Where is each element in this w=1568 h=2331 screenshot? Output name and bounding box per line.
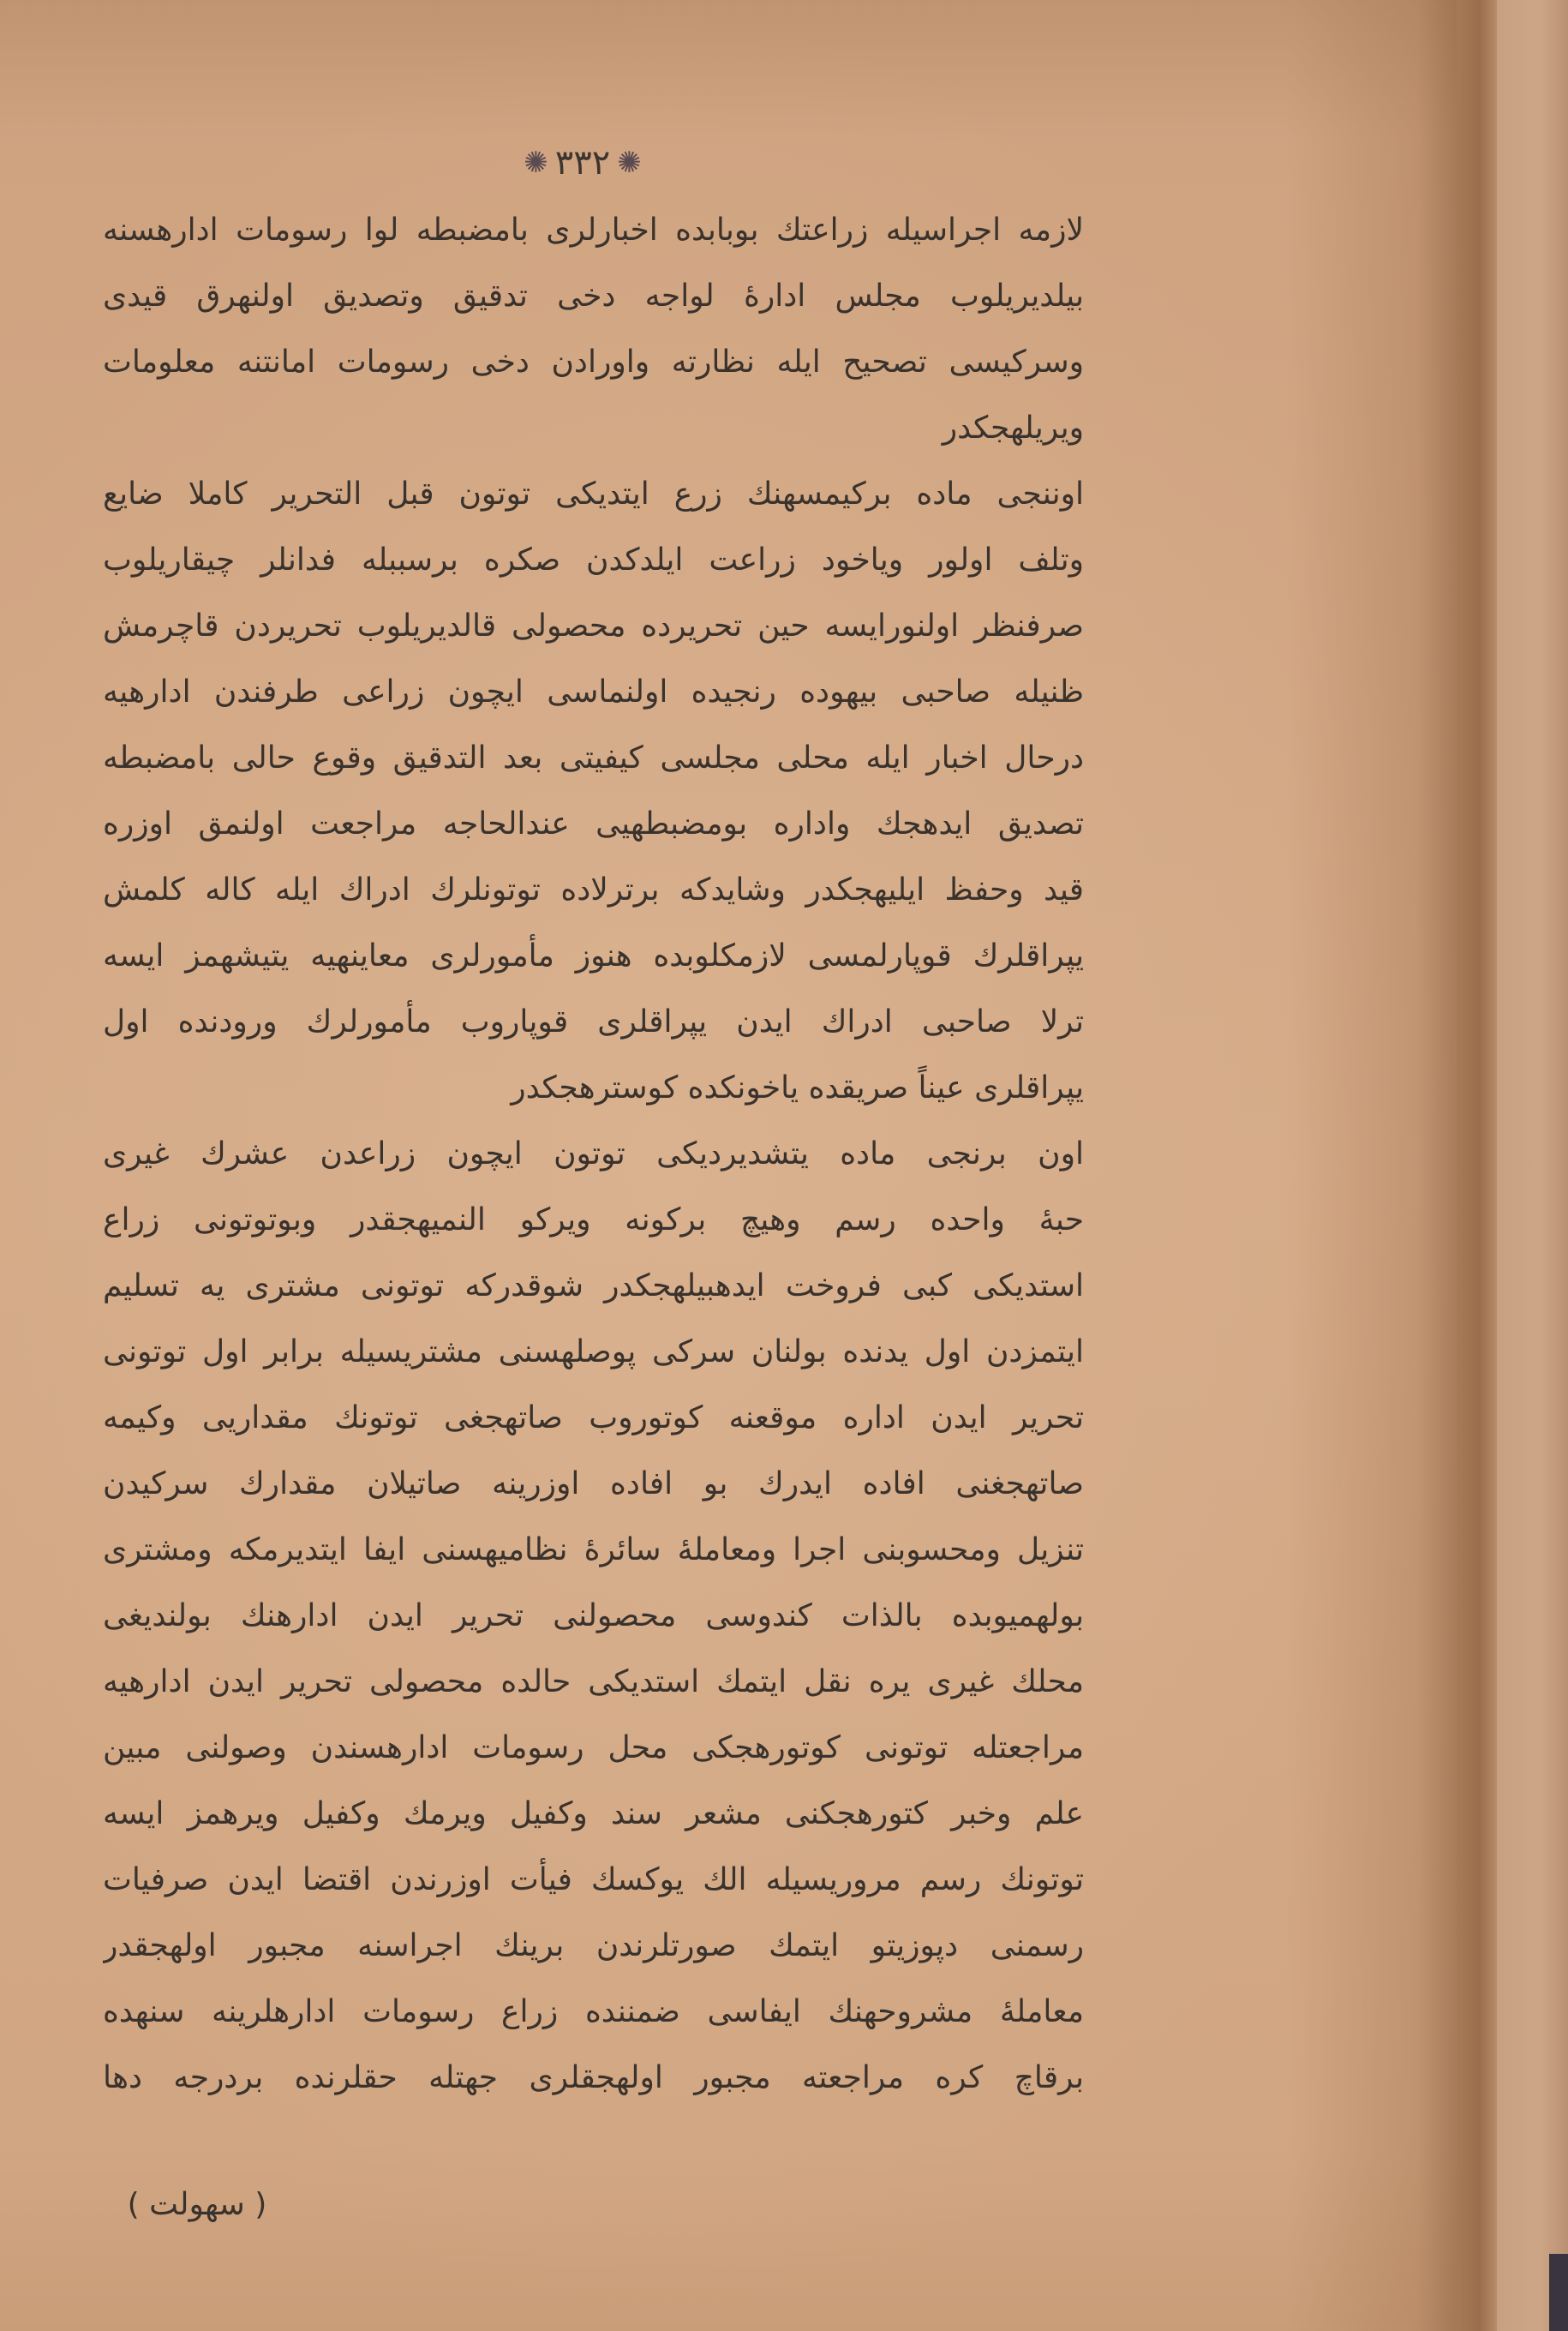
text-line: تحریر ایدن اداره موقعنه کوتوروب صاتهجغی توتونك مقداریی وکیمه bbox=[103, 1400, 1084, 1435]
book-gutter bbox=[1457, 0, 1498, 2331]
facing-page-edge bbox=[1495, 0, 1568, 2331]
article-11-first-line: اون برنجی ماده یتشدیردیکی توتون ایچون زراعدن عشرك غیری bbox=[103, 1136, 1084, 1171]
text-line: قید وحفظ ایلیهجکدر وشایدکه برترلاده توتونلرك ادراك ایله کاله کلمش bbox=[103, 872, 1084, 908]
text-line: درحال اخبار ایله محلی مجلسی کیفیتی بعد التدقیق وقوع حالی بامضبطه bbox=[103, 740, 1084, 776]
text-line: صاتهجغنی افاده ایدرك بو افاده اوزرینه صاتیلان مقدارك سرکیدن bbox=[103, 1466, 1084, 1501]
text-line: صرفنظر اولنورایسه حین تحریرده محصولی قالدیریلوب تحریردن قاچرمش bbox=[103, 608, 1084, 644]
body-text bbox=[103, 197, 1084, 2111]
page-number: ٣٣٢ bbox=[554, 143, 611, 183]
article-10-first-line: اوننجی ماده برکیمسهنك زرع ایتدیکی توتون قبل التحریر کاملا ضایع bbox=[103, 476, 1084, 512]
page-header bbox=[497, 137, 668, 189]
text-line: برقاچ کره مراجعته مجبور اولهجقلری جهتله حقلرنده بردرجه دها bbox=[103, 2060, 1084, 2095]
text-line: ظنیله صاحبی بیهوده رنجیده اولنماسی ایچون زراعی طرفندن ادارهیه bbox=[103, 674, 1084, 710]
text-line: رسمنی دپوزیتو ایتمك صورتلرندن برینك اجراسنه مجبور اولهجقدر bbox=[103, 1928, 1084, 1963]
text-line: لازمه اجراسیله زراعتك بوبابده اخبارلری بامضبطه لوا رسومات ادارهسنه bbox=[103, 213, 1084, 248]
text-line: بولهمیوبده بالذات کندوسی محصولنی تحریر ایدن ادارهنك بولندیغی bbox=[103, 1598, 1084, 1633]
text-line: یپراقلرك قوپارلمسی لازمکلوبده هنوز مأمورلری معاینهیه یتیشهمز ایسه bbox=[103, 938, 1084, 974]
text-line: تصدیق ایدهجك واداره بومضبطهیی عندالحاجه مراجعت اولنمق اوزره bbox=[103, 806, 1084, 842]
text-line: حبهٔ واحده رسم وهیچ برکونه ویرکو النمیهجقدر وبوتوتونی زراع bbox=[103, 1202, 1084, 1237]
text-line: علم وخبر کتورهجکنی مشعر سند وکفیل ویرمك وکفیل ویرهمز ایسه bbox=[103, 1796, 1084, 1831]
flower-ornament-icon: ✺ bbox=[524, 146, 548, 180]
text-line: توتونك رسم مروریسیله الك یوکسك فیأت اوزرندن اقتضا ایدن صرفیات bbox=[103, 1862, 1084, 1897]
text-line: وسرکیسی تصحیح ایله نظارته واورادن دخی رسومات امانتنه معلومات bbox=[103, 345, 1084, 380]
text-line: وتلف اولور ویاخود زراعت ایلدکدن صکره برسببله فدانلر چیقاریلوب bbox=[103, 542, 1084, 578]
text-line: مراجعتله توتونی کوتورهجکی محل رسومات ادارهسندن وصولنی مبین bbox=[103, 1730, 1084, 1765]
text-line: ترلا صاحبی ادراك ایدن یپراقلری قوپاروب مأمورلرك ورودنده اول bbox=[103, 1004, 1084, 1040]
text-line: استدیکی کبی فروخت ایدهبیلهجکدر شوقدرکه توتونی مشتری یه تسلیم bbox=[103, 1268, 1084, 1303]
text-line-paragraph-end: ویریلهجکدر bbox=[942, 410, 1084, 446]
text-line: محلك غیری یره نقل ایتمك استدیکی حالده محصولی تحریر ایدن ادارهیه bbox=[103, 1664, 1084, 1699]
text-line: ایتمزدن اول یدنده بولنان سرکی پوصلهسنی مشتریسیله برابر اول توتونی bbox=[103, 1334, 1084, 1369]
text-line: بیلدیریلوب مجلس ادارهٔ لواجه دخی تدقیق وتصدیق اولنهرق قیدی bbox=[103, 279, 1084, 314]
text-line: معاملهٔ مشروحهنك ایفاسی ضمننده زراع رسومات ادارهلرینه سنهده bbox=[103, 1994, 1084, 2029]
text-line-paragraph-end: یپراقلری عیناً صریقده یاخونکده کوسترهجکدر bbox=[511, 1070, 1084, 1106]
catchword: ( سهولت ) bbox=[127, 2187, 267, 2222]
flower-ornament-icon: ✺ bbox=[617, 146, 642, 180]
background-corner bbox=[1549, 2254, 1568, 2331]
text-line: تنزیل ومحسوبنی اجرا ومعاملهٔ سائرهٔ نظامیهسنی ایفا ایتدیرمکه ومشتری bbox=[103, 1532, 1084, 1567]
